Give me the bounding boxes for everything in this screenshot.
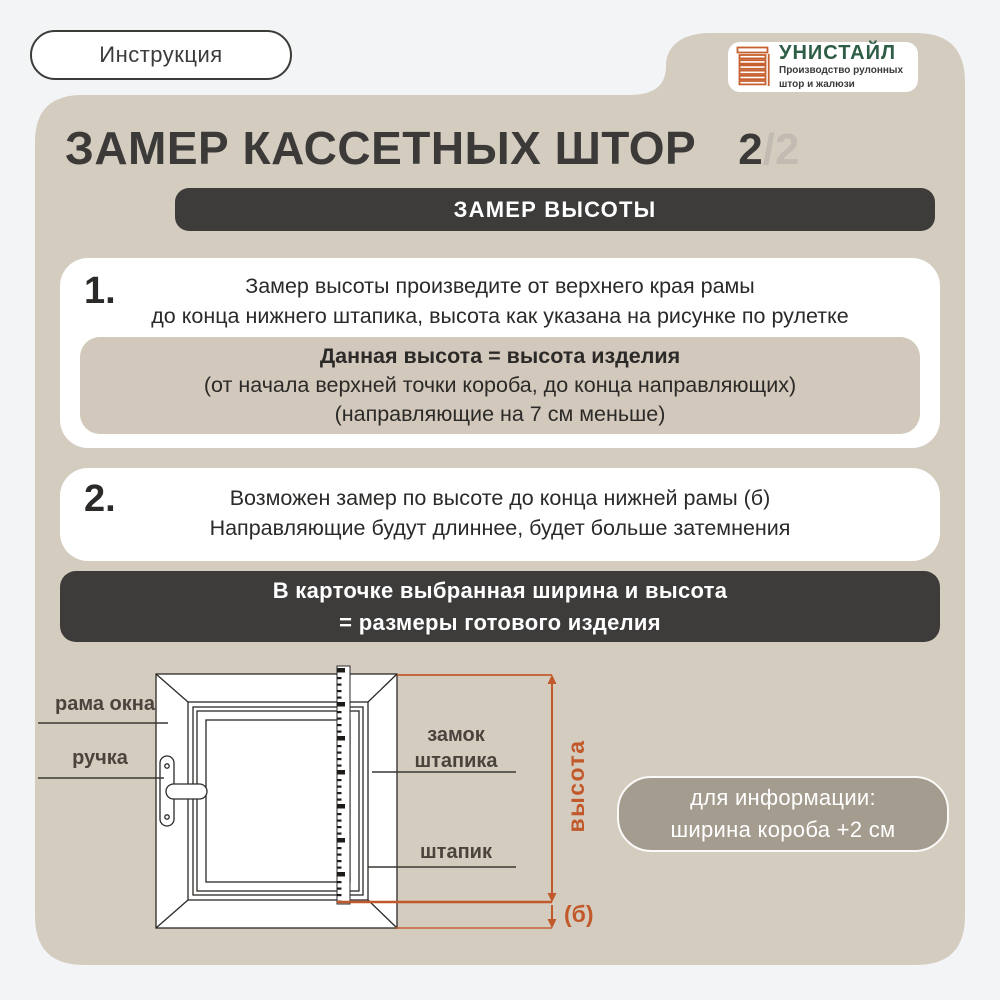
section-banner-label: ЗАМЕР ВЫСОТЫ <box>453 196 657 222</box>
label-handle: ручка <box>72 747 128 769</box>
label-height-dimension: высота <box>563 739 590 833</box>
info-note-line2: ширина короба +2 см <box>670 817 896 842</box>
step-1-note-line2: (направляющие на 7 см меньше) <box>334 402 666 427</box>
brand-tagline-line2: штор и жалюзи <box>779 79 855 90</box>
blinds-icon <box>736 46 772 88</box>
title-row <box>65 121 799 175</box>
page-indicator-current: 2 <box>738 125 763 174</box>
instruction-badge-label: Инструкция <box>99 42 223 67</box>
step-2-card <box>60 468 940 561</box>
label-bead-lock-line1: замок <box>427 724 485 746</box>
section-banner-card-note <box>60 571 940 642</box>
info-note-line1: для информации: <box>690 785 876 811</box>
label-bead-lock-line2: штапика <box>414 750 498 772</box>
brand-tagline-line1: Производство рулонных <box>779 65 904 76</box>
brand-text <box>779 43 903 91</box>
step-1-number: 1. <box>84 270 116 312</box>
page-title: ЗАМЕР КАССЕТНЫХ ШТОР <box>65 122 697 174</box>
step-1-note <box>80 337 920 434</box>
step-1-line1: Замер высоты произведите от верхнего края рамы <box>245 274 755 298</box>
label-window-frame: рама окна <box>55 693 155 715</box>
info-note <box>617 776 949 852</box>
label-b-mark: (б) <box>564 901 594 927</box>
step-1-line2: до конца нижнего штапика, высота как указана на рисунке по рулетке <box>151 304 849 329</box>
card-note-line1: В карточке выбранная ширина и высота <box>272 577 728 603</box>
card-note-line2: = размеры готового изделия <box>339 609 661 635</box>
label-bead-lock <box>398 722 514 774</box>
label-bead: штапик <box>420 841 492 863</box>
step-2-number: 2. <box>84 478 116 520</box>
step-1-card <box>60 258 940 448</box>
page-indicator-total: /2 <box>762 125 800 174</box>
brand-name: УНИСТАЙЛ <box>779 42 897 64</box>
step-1-text <box>60 271 940 331</box>
section-banner-measure-height <box>175 188 935 231</box>
step-2-line1: Возможен замер по высоте до конца нижней рамы (б) <box>229 486 771 510</box>
step-2-text <box>60 483 940 543</box>
step-2-line2: Направляющие будут длиннее, будет больше затемнения <box>209 516 791 541</box>
step-1-note-title: Данная высота = высота изделия <box>319 343 681 368</box>
page-indicator <box>738 125 799 175</box>
step-1-note-line1: (от начала верхней точки короба, до конца направляющих) <box>203 372 797 397</box>
brand-logo <box>728 42 918 92</box>
